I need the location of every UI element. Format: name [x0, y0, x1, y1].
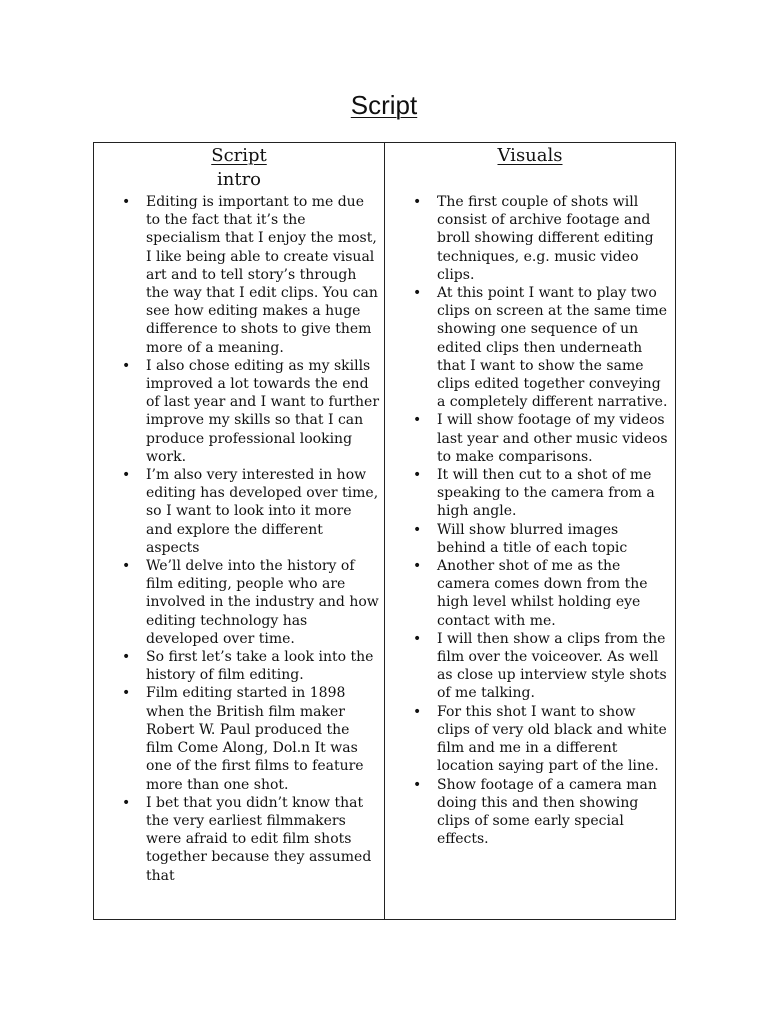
visuals-list-item: • I will then show a clips from the film over the voiceover. As well as close up interview style shots of me talking.: [385, 630, 675, 703]
script-list-item: • I’m also very interested in how editing has developed over time, so I want to look into it more and explore the different aspects: [94, 466, 384, 557]
script-column-heading: [94, 144, 384, 168]
visuals-list-item: • At this point I want to play two clips on screen at the same time showing one sequence of un edited clips then underneath that I want to show the same clips edited together conveying a completely different narrative.: [385, 284, 675, 411]
script-list-item: • We’ll delve into the history of film editing, people who are involved in the industry and how editing technology has developed over time.: [94, 557, 384, 648]
script-column-subheading: intro: [216, 169, 262, 190]
visuals-list-item: • The first couple of shots will consist of archive footage and broll showing different editing techniques, e.g. music video clips.: [385, 193, 675, 284]
visuals-heading-text: Visuals: [497, 145, 563, 166]
visuals-list-item: • For this shot I want to show clips of very old black and white film and me in a different location saying part of the line.: [385, 703, 675, 776]
visuals-column: [385, 143, 675, 919]
visuals-list-item: • Show footage of a camera man doing this and then showing clips of some early special effects.: [385, 776, 675, 849]
visuals-list-item: • Another shot of me as the camera comes down from the high level whilst holding eye contact with me.: [385, 557, 675, 630]
visuals-list-item: • Will show blurred images behind a title of each topic: [385, 521, 675, 557]
script-heading-text: Script: [211, 145, 267, 166]
script-list-item: • Editing is important to me due to the fact that it’s the specialism that I enjoy the most, I like being able to create visual art and to tell story’s through the way that I edit clips. You can see how editing makes a huge difference to shots to give them more of a meaning.: [94, 193, 384, 357]
visuals-column-heading: [385, 144, 675, 168]
visuals-list-item: • It will then cut to a shot of me speaking to the camera from a high angle.: [385, 466, 675, 521]
script-table: [93, 142, 676, 920]
script-list-item: • Film editing started in 1898 when the British film maker Robert W. Paul produced the film Come Along, Dol.n It was one of the first films to feature more than one shot.: [94, 684, 384, 793]
page-title: [0, 89, 768, 121]
script-list: [94, 193, 384, 885]
visuals-list: [385, 193, 675, 848]
visuals-list-item: • I will show footage of my videos last year and other music videos to make comparisons.: [385, 411, 675, 466]
script-column: [94, 143, 384, 919]
script-list-item: • So first let’s take a look into the history of film editing.: [94, 648, 384, 684]
page-title-text: Script: [350, 90, 418, 120]
script-list-item: • I also chose editing as my skills improved a lot towards the end of last year and I want to further improve my skills so that I can produce professional looking work.: [94, 357, 384, 466]
script-list-item: • I bet that you didn’t know that the very earliest filmmakers were afraid to edit film shots together because they assumed that: [94, 794, 384, 885]
